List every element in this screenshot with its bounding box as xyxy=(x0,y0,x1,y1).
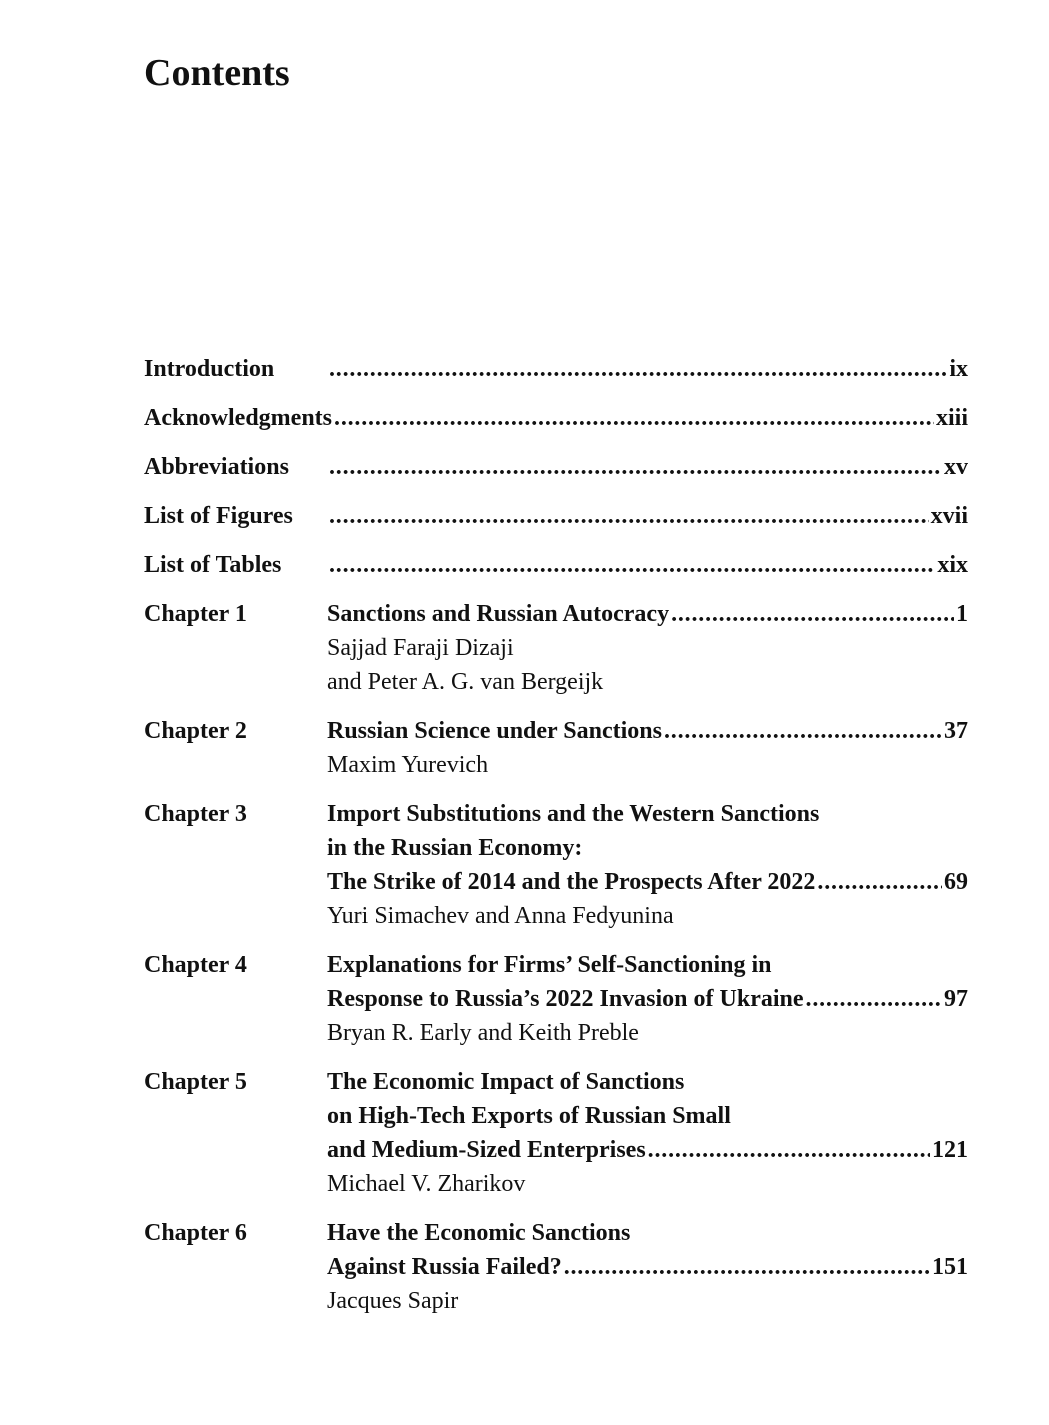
toc-entry-introduction[interactable] xyxy=(144,352,968,401)
chapter-title: and Medium-Sized Enterprises xyxy=(327,1137,646,1163)
chapter-label: Chapter 4 xyxy=(144,952,247,978)
toc-entry-chapter-6[interactable] xyxy=(144,1216,968,1318)
chapter-title-line xyxy=(327,1133,968,1167)
toc-entry-chapter-2[interactable] xyxy=(144,714,968,782)
dot-leader xyxy=(817,865,942,899)
chapter-title: Have the Economic Sanctions xyxy=(327,1220,631,1246)
toc-leader-line xyxy=(332,401,968,435)
toc-page-number: ix xyxy=(949,356,968,382)
chapter-title-line xyxy=(327,982,968,1016)
chapter-author: Yuri Simachev and Anna Fedyunina xyxy=(327,903,674,929)
toc-page-number: xix xyxy=(937,552,968,578)
toc-entry-chapter-4[interactable] xyxy=(144,948,968,1050)
toc-page-number: xiii xyxy=(935,405,968,431)
toc-page-number: 37 xyxy=(944,718,968,744)
chapter-title: Against Russia Failed? xyxy=(327,1254,562,1280)
toc-leader-line xyxy=(327,548,968,582)
toc-entry-list-of-figures[interactable] xyxy=(144,499,968,548)
chapter-title: The Economic Impact of Sanctions xyxy=(327,1069,685,1095)
chapter-title: Sanctions and Russian Autocracy xyxy=(327,601,670,627)
toc-entry-abbreviations[interactable] xyxy=(144,450,968,499)
chapter-title: Import Substitutions and the Western Sanctions xyxy=(327,801,820,827)
toc-entry-label: List of Figures xyxy=(144,503,293,529)
chapter-title-line xyxy=(327,865,968,899)
dot-leader xyxy=(671,597,954,631)
toc-page-number: 69 xyxy=(944,869,968,895)
chapter-details xyxy=(327,797,968,933)
dot-leader xyxy=(329,450,942,484)
chapter-label: Chapter 1 xyxy=(144,601,247,627)
dot-leader xyxy=(664,714,942,748)
toc-entry-label: Introduction xyxy=(144,356,275,382)
page-title: Contents xyxy=(144,52,290,94)
toc-entry-chapter-5[interactable] xyxy=(144,1065,968,1201)
dot-leader xyxy=(564,1250,930,1284)
chapter-author: and Peter A. G. van Bergeijk xyxy=(327,669,604,695)
chapter-label: Chapter 6 xyxy=(144,1220,247,1246)
chapter-details xyxy=(327,597,968,699)
chapter-title-line xyxy=(327,597,968,631)
chapter-author: Sajjad Faraji Dizaji xyxy=(327,635,514,661)
toc-entry-acknowledgments[interactable] xyxy=(144,401,968,450)
dot-leader xyxy=(329,499,929,533)
dot-leader xyxy=(806,982,942,1016)
chapter-label: Chapter 5 xyxy=(144,1069,247,1095)
toc-page-number: 151 xyxy=(932,1254,968,1280)
dot-leader xyxy=(334,401,934,435)
chapter-details xyxy=(327,1065,968,1201)
toc-entry-label: Abbreviations xyxy=(144,454,289,480)
chapter-title: on High-Tech Exports of Russian Small xyxy=(327,1103,731,1129)
chapter-details xyxy=(327,714,968,782)
chapter-title: Russian Science under Sanctions xyxy=(327,718,662,744)
chapter-title: Explanations for Firms’ Self-Sanctioning in xyxy=(327,952,772,978)
toc-page-number: 97 xyxy=(944,986,968,1012)
chapter-label: Chapter 2 xyxy=(144,718,247,744)
chapter-author: Michael V. Zharikov xyxy=(327,1171,526,1197)
chapter-title-line xyxy=(327,714,968,748)
toc-leader-line xyxy=(327,352,968,386)
toc-entry-label: Acknowledgments xyxy=(144,405,333,431)
chapter-author: Maxim Yurevich xyxy=(327,752,489,778)
chapter-details xyxy=(327,948,968,1050)
chapter-details xyxy=(327,1216,968,1318)
toc-leader-line xyxy=(327,499,968,533)
toc-entry-chapter-1[interactable] xyxy=(144,597,968,699)
toc-page-number: 121 xyxy=(932,1137,968,1163)
toc-entry-list-of-tables[interactable] xyxy=(144,548,968,597)
chapter-title: The Strike of 2014 and the Prospects After 2022 xyxy=(327,869,816,895)
chapter-title: Response to Russia’s 2022 Invasion of Ukraine xyxy=(327,986,804,1012)
toc-entry-label: List of Tables xyxy=(144,552,282,578)
chapter-title: in the Russian Economy: xyxy=(327,835,583,861)
table-of-contents xyxy=(144,352,968,1333)
toc-page-number: xv xyxy=(944,454,968,480)
chapter-author: Bryan R. Early and Keith Preble xyxy=(327,1020,639,1046)
toc-page-number: xvii xyxy=(930,503,968,529)
toc-entry-chapter-3[interactable] xyxy=(144,797,968,933)
toc-page-number: 1 xyxy=(956,601,968,627)
chapter-title-line xyxy=(327,1250,968,1284)
chapter-author: Jacques Sapir xyxy=(327,1288,459,1314)
dot-leader xyxy=(648,1133,930,1167)
toc-leader-line xyxy=(327,450,968,484)
dot-leader xyxy=(329,548,935,582)
chapter-label: Chapter 3 xyxy=(144,801,247,827)
dot-leader xyxy=(329,352,947,386)
